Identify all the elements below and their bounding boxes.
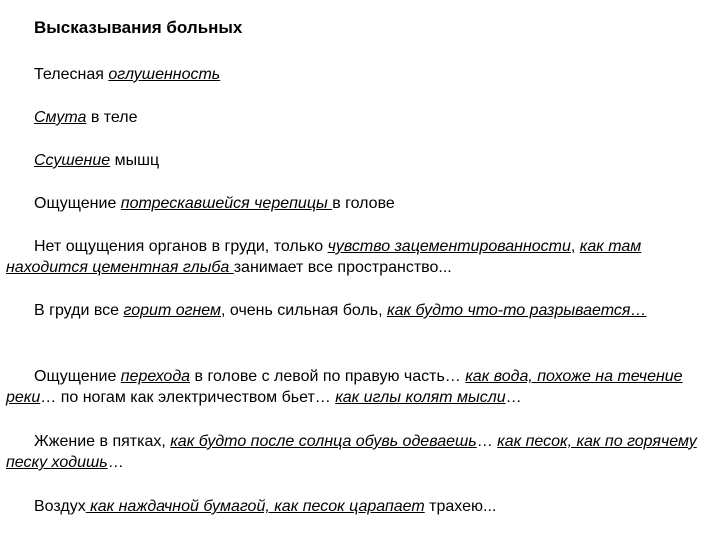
text: Жжение в пятках, [34,433,171,450]
text: , очень сильная боль, [221,302,388,319]
emphasis: как песок, как по горячему песку ходишь [6,433,697,471]
emphasis: как вода, похоже на течение реки [6,368,683,406]
text: … [107,454,124,471]
statement-4 [6,193,714,214]
text: … [505,389,522,406]
statement-7 [6,366,714,408]
emphasis: чувство зацементированности [327,238,571,255]
emphasis: как там находится цементная глыба [6,238,642,276]
text: … [476,433,498,450]
text: Нет ощущения органов в груди, только [34,238,328,255]
statement-6 [6,300,714,321]
emphasis: горит огнем [123,302,221,319]
statement-3 [6,150,714,171]
text: занимает все пространство... [233,259,452,276]
text: В груди все [34,302,124,319]
text: трахею... [424,498,497,515]
text: … по ногам как электричеством бьет… [40,389,336,406]
statement-5 [6,236,714,278]
emphasis: перехода [120,368,191,385]
statement-2 [6,107,714,128]
emphasis: как иглы колят мысли [335,389,506,406]
emphasis: оглушенность [108,66,221,83]
text: Ощущение [34,368,121,385]
text: мышц [110,152,160,169]
text: Телесная [34,66,109,83]
statement-1 [6,64,714,85]
emphasis: как будто что-то разрывается… [387,302,647,319]
emphasis: Смута [34,109,87,126]
text: , [570,238,580,255]
text: в голове [332,195,395,212]
text: Воздух [34,498,86,515]
emphasis: как будто после солнца обувь одеваешь [170,433,477,450]
text: в голове с левой по правую часть… [190,368,466,385]
slide-title: Высказывания больных [34,18,243,37]
emphasis: Ссушение [34,152,111,169]
statement-9 [6,496,714,517]
statement-8 [6,431,714,473]
text: Ощущение [34,195,121,212]
emphasis: как наждачной бумагой, как песок царапает [85,498,425,515]
text: в теле [86,109,138,126]
emphasis: потрескавшейся черепицы [120,195,333,212]
